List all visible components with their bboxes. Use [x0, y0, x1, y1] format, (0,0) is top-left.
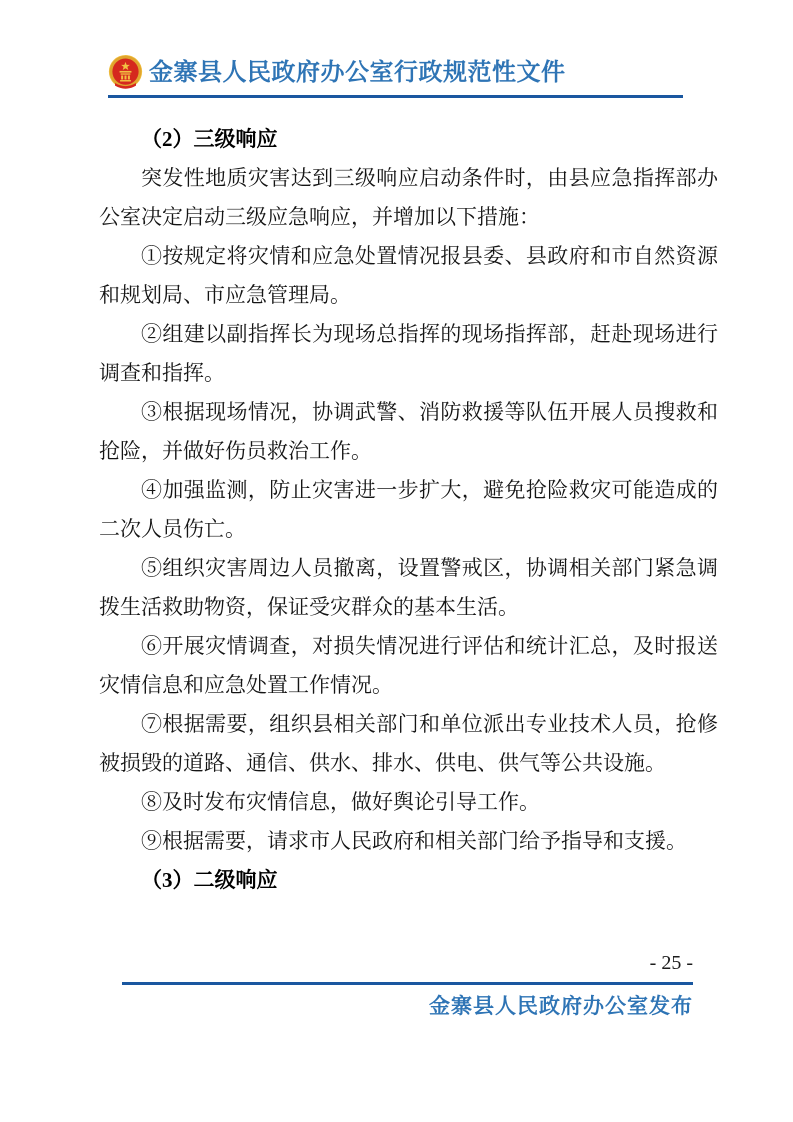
paragraph: 突发性地质灾害达到三级响应启动条件时，由县应急指挥部办公室决定启动三级应急响应，并增加以下措施： [99, 166, 718, 229]
paragraph: ③根据现场情况，协调武警、消防救援等队伍开展人员搜救和抢险，并做好伤员救治工作。 [99, 400, 718, 463]
paragraph: ①按规定将灾情和应急处置情况报县委、县政府和市自然资源和规划局、市应急管理局。 [99, 244, 718, 307]
national-emblem-icon [108, 54, 143, 91]
paragraph: ⑦根据需要，组织县相关部门和单位派出专业技术人员，抢修被损毁的道路、通信、供水、排水、供电、供气等公共设施。 [99, 712, 718, 775]
section-heading-level3-response: （2）三级响应 [141, 127, 278, 151]
header-title: 金寨县人民政府办公室行政规范性文件 [149, 58, 566, 86]
document-footer [122, 947, 693, 1021]
paragraph: ⑤组织灾害周边人员撤离，设置警戒区，协调相关部门紧急调拨生活救助物资，保证受灾群众的基本生活。 [99, 556, 718, 619]
footer-rule [122, 982, 693, 985]
paragraph: ⑨根据需要，请求市人民政府和相关部门给予指导和支援。 [141, 829, 687, 853]
section-heading-level2-response: （3）二级响应 [141, 868, 278, 892]
paragraph: ⑥开展灾情调查，对损失情况进行评估和统计汇总，及时报送灾情信息和应急处置工作情况。 [99, 634, 718, 697]
page-number: - 25 - [649, 952, 693, 974]
paragraph: ②组建以副指挥长为现场总指挥的现场指挥部，赶赴现场进行调查和指挥。 [99, 322, 718, 385]
publisher-line: 金寨县人民政府办公室发布 [429, 995, 693, 1018]
paragraph: ⑧及时发布灾情信息，做好舆论引导工作。 [141, 790, 540, 814]
paragraph: ④加强监测，防止灾害进一步扩大，避免抢险救灾可能造成的二次人员伤亡。 [99, 478, 718, 541]
document-header [108, 54, 683, 98]
document-body [99, 120, 718, 900]
